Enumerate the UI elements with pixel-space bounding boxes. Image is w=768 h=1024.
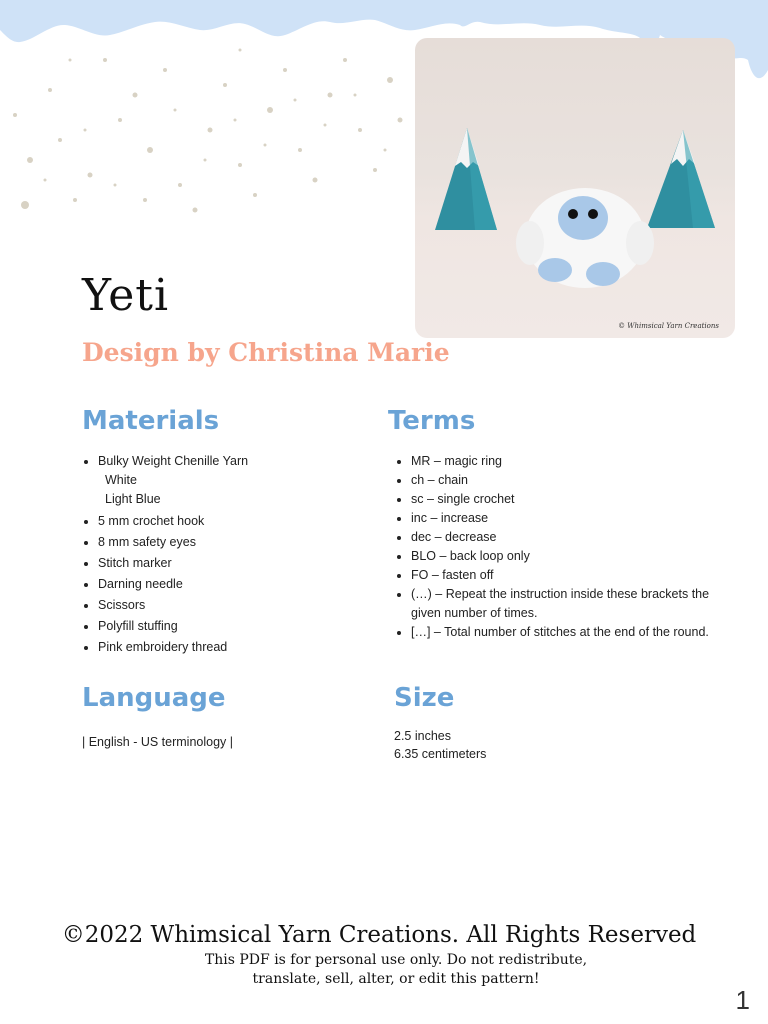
list-item: • […] – Total number of stitches at the end of the round. bbox=[411, 623, 711, 642]
designer-subtitle: Design by Christina Marie bbox=[82, 338, 450, 367]
list-item: • Darning needle bbox=[98, 575, 378, 594]
list-item: • 5 mm crochet hook bbox=[98, 512, 378, 531]
list-item: • Polyfill stuffing bbox=[98, 617, 378, 636]
usage-note bbox=[0, 951, 768, 989]
language-text: | English - US terminology | bbox=[82, 735, 233, 749]
list-item: • (…) – Repeat the instruction inside these brackets the given number of times. bbox=[411, 585, 711, 623]
list-item: • Scissors bbox=[98, 596, 378, 615]
list-item: • 8 mm safety eyes bbox=[98, 533, 378, 552]
materials-heading: Materials bbox=[82, 406, 220, 436]
list-item: • BLO – back loop only bbox=[411, 547, 711, 566]
list-item: • inc – increase bbox=[411, 509, 711, 528]
list-item: • ch – chain bbox=[411, 471, 711, 490]
yeti-photo-illustration bbox=[415, 38, 735, 338]
language-heading: Language bbox=[82, 683, 226, 713]
list-item: • Stitch marker bbox=[98, 554, 378, 573]
list-item: • FO – fasten off bbox=[411, 566, 711, 585]
list-subitem: Light Blue bbox=[105, 492, 161, 506]
page-number: 1 bbox=[735, 985, 750, 1015]
list-item: • Pink embroidery thread bbox=[98, 638, 378, 657]
terms-list bbox=[395, 452, 711, 642]
usage-note-line: translate, sell, alter, or edit this pattern! bbox=[252, 971, 540, 987]
list-item: • sc – single crochet bbox=[411, 490, 711, 509]
usage-note-line: This PDF is for personal use only. Do not redistribute, bbox=[204, 952, 588, 968]
list-item-text: Bulky Weight Chenille Yarn bbox=[98, 454, 249, 468]
list-item: • MR – magic ring bbox=[411, 452, 711, 471]
list-item: • dec – decrease bbox=[411, 528, 711, 547]
size-centimeters: 6.35 centimeters bbox=[394, 747, 487, 761]
materials-list bbox=[82, 452, 378, 657]
size-heading: Size bbox=[394, 683, 455, 713]
pattern-title: Yeti bbox=[82, 270, 170, 321]
list-item bbox=[98, 452, 378, 509]
photo-caption: © Whimsical Yarn Creations bbox=[618, 322, 719, 330]
yeti-product-photo bbox=[415, 38, 735, 338]
size-inches: 2.5 inches bbox=[394, 729, 451, 743]
list-subitem: White bbox=[105, 473, 137, 487]
copyright-notice: ©2022 Whimsical Yarn Creations. All Rights Reserved bbox=[61, 922, 697, 948]
terms-heading: Terms bbox=[388, 406, 476, 436]
